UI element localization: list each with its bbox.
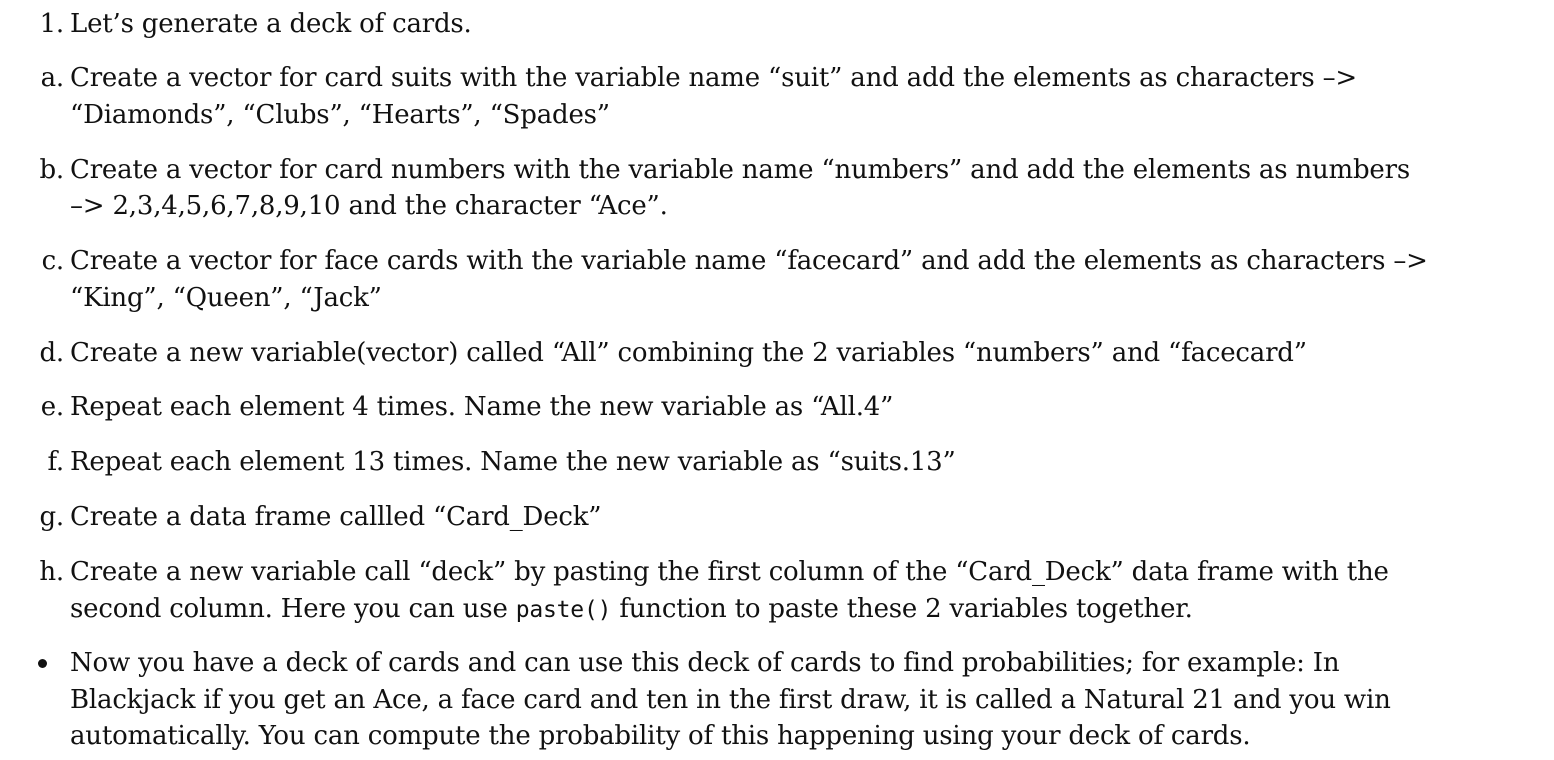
item-f-marker: f.: [47, 447, 64, 477]
item-a-text-2: “Diamonds”, “Clubs”, “Hearts”, “Spades”: [70, 100, 610, 130]
note-text-2: Blackjack if you get an Ace, a face card and ten in the first draw, it is called a Natural 21 and you win: [70, 685, 1391, 715]
item-h-marker: h.: [39, 557, 64, 587]
note-text-3: automatically. You can compute the probability of this happening using your deck of cards.: [70, 721, 1251, 751]
item-b-marker: b.: [39, 155, 64, 185]
question-title: Let’s generate a deck of cards.: [70, 9, 472, 39]
item-c-text-1: Create a vector for face cards with the variable name “facecard” and add the elements as characters –>: [70, 246, 1428, 276]
item-h-text-2-before: second column. Here you can use: [70, 594, 516, 624]
bullet-dot-icon: [38, 659, 47, 668]
item-h-text-2-after: function to paste these 2 variables together.: [611, 594, 1193, 624]
item-h-text-1: Create a new variable call “deck” by pasting the first column of the “Card_Deck” data frame with the: [70, 557, 1389, 587]
question-number: 1.: [39, 9, 64, 39]
item-c-marker: c.: [41, 246, 64, 276]
item-f-text-1: Repeat each element 13 times. Name the new variable as “suits.13”: [70, 447, 956, 477]
paste-function-code: paste(): [515, 597, 612, 623]
item-h-text-2: [70, 591, 1193, 628]
item-e-text-1: Repeat each element 4 times. Name the new variable as “All.4”: [70, 392, 894, 422]
item-a-marker: a.: [40, 63, 64, 93]
item-g-text-1: Create a data frame callled “Card_Deck”: [70, 502, 602, 532]
item-b-text-2: –> 2,3,4,5,6,7,8,9,10 and the character “Ace”.: [70, 191, 668, 221]
item-d-marker: d.: [39, 338, 64, 368]
item-c-text-2: “King”, “Queen”, “Jack”: [70, 283, 382, 313]
item-g-marker: g.: [39, 502, 64, 532]
note-text-1: Now you have a deck of cards and can use this deck of cards to find probabilities; for example: In: [70, 648, 1340, 678]
item-a-text-1: Create a vector for card suits with the variable name “suit” and add the elements as characters –>: [70, 63, 1357, 93]
item-d-text-1: Create a new variable(vector) called “All” combining the 2 variables “numbers” and “facecard”: [70, 338, 1307, 368]
item-e-marker: e.: [40, 392, 64, 422]
item-b-text-1: Create a vector for card numbers with the variable name “numbers” and add the elements as numbers: [70, 155, 1410, 185]
